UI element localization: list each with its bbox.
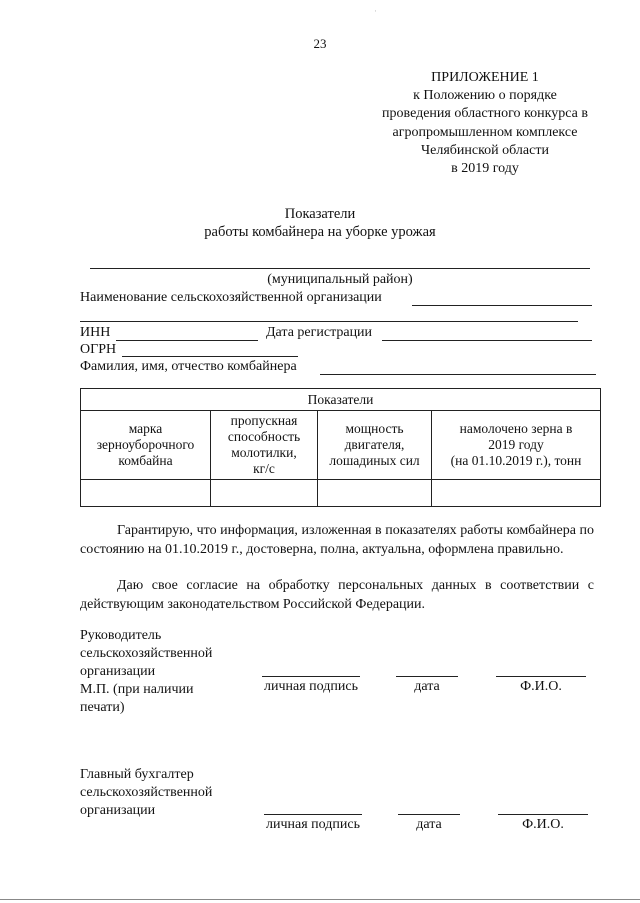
reg-date-field[interactable]: [382, 340, 592, 341]
fio-label: Фамилия, имя, отчество комбайнера: [80, 359, 297, 374]
head-signature-block: Руководитель сельскохозяйственной организации М.П. (при наличии печати): [80, 628, 213, 715]
column-header: намолочено зерна в 2019 году (на 01.10.2019 г.), тонн: [432, 411, 601, 480]
document-title: [0, 205, 640, 241]
org-name-field[interactable]: [412, 305, 592, 306]
accountant-fio-line[interactable]: [498, 814, 588, 815]
appendix-heading: ПРИЛОЖЕНИЕ 1: [431, 70, 539, 85]
appendix-block: [360, 69, 610, 178]
appendix-line: Челябинской области: [421, 142, 549, 158]
indicators-table: [80, 388, 601, 507]
fio-caption: Ф.И.О.: [520, 679, 562, 694]
date-caption: дата: [416, 817, 442, 832]
inn-label: ИНН: [80, 325, 111, 340]
ogrn-field[interactable]: [122, 356, 298, 357]
title-line-1: Показатели: [284, 206, 356, 222]
head-signature-line[interactable]: [262, 676, 360, 677]
column-header: пропускная способность молотилки, кг/с: [211, 411, 318, 480]
signature-caption: личная подпись: [264, 679, 358, 694]
page-bottom-edge: [0, 899, 640, 900]
reg-date-label: Дата регистрации: [266, 325, 373, 340]
column-header: марка зерноуборочного комбайна: [81, 411, 211, 480]
municipal-district-field[interactable]: [90, 268, 590, 269]
appendix-line: агропромышленном комплексе: [392, 124, 578, 140]
page-number: 23: [313, 36, 327, 51]
municipal-caption: (муниципальный район): [267, 272, 413, 287]
table-cell-input[interactable]: [211, 480, 318, 507]
appendix-line: к Положению о порядке: [413, 88, 557, 104]
table-cell-input[interactable]: [81, 480, 211, 507]
appendix-line: в 2019 году: [451, 161, 519, 177]
fio-field[interactable]: [320, 374, 596, 375]
table-cell-input[interactable]: [432, 480, 601, 507]
date-caption: дата: [414, 679, 440, 694]
ogrn-label: ОГРН: [80, 342, 117, 357]
accountant-signature-block: Главный бухгалтер сельскохозяйственной организации: [80, 767, 213, 818]
org-name-label: Наименование сельскохозяйственной организации: [80, 290, 382, 305]
column-header: мощность двигателя, лошадиных сил: [318, 411, 432, 480]
appendix-line: проведения областного конкурса в: [382, 106, 588, 122]
accountant-date-line[interactable]: [398, 814, 460, 815]
inn-field[interactable]: [116, 340, 258, 341]
head-date-line[interactable]: [396, 676, 458, 677]
org-name-field-continued[interactable]: [80, 321, 578, 322]
consent-paragraph: Даю свое согласие на обработку персональных данных в соответствии с действующим законодательством Российской Федерации.: [80, 578, 594, 612]
guarantee-paragraph: Гарантирую, что информация, изложенная в показателях работы комбайнера по состоянию на 01.10.2019 г., достоверна, полна, актуальна, оформлена правильно.: [80, 523, 594, 557]
margin-mark: ·: [374, 6, 377, 16]
table-header: Показатели: [81, 389, 601, 411]
title-line-2: работы комбайнера на уборке урожая: [204, 224, 436, 240]
fio-caption: Ф.И.О.: [522, 817, 564, 832]
accountant-signature-line[interactable]: [264, 814, 362, 815]
head-fio-line[interactable]: [496, 676, 586, 677]
signature-caption: личная подпись: [266, 817, 360, 832]
table-cell-input[interactable]: [318, 480, 432, 507]
